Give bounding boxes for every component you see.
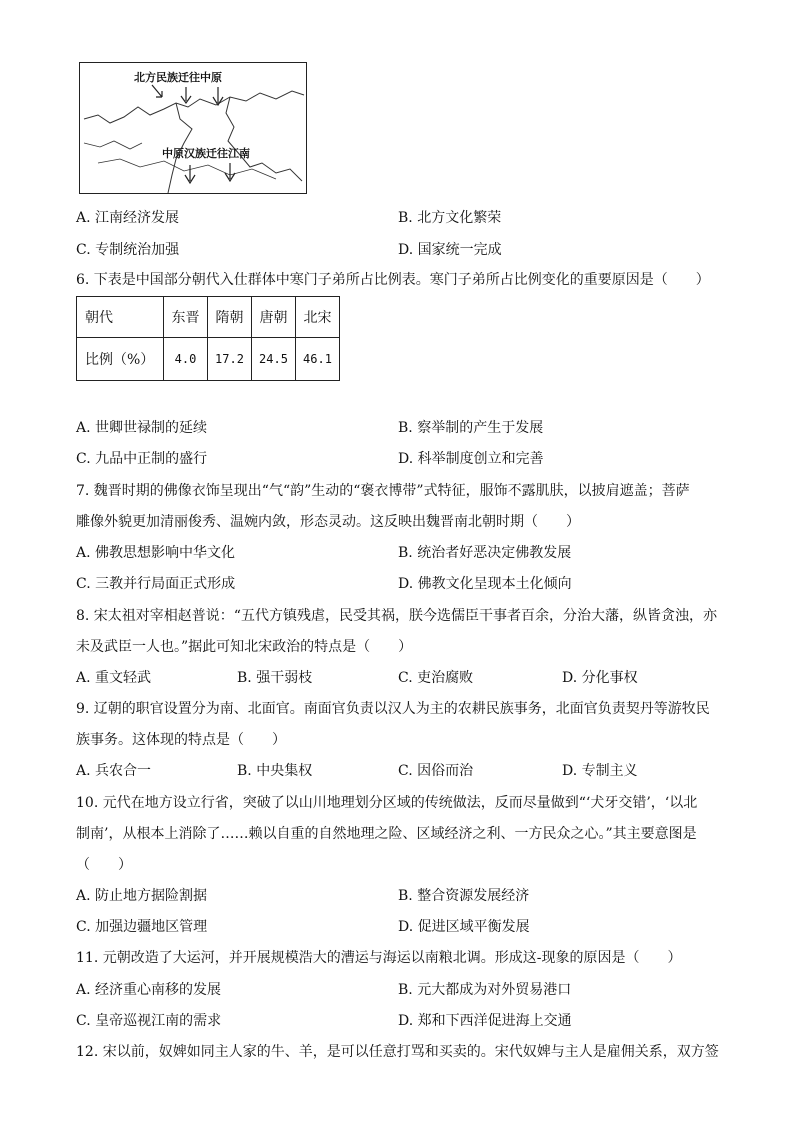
table-cell: 24.5	[252, 338, 296, 381]
table-header-cell: 东晋	[164, 297, 208, 338]
table-cell: 4.0	[164, 338, 208, 381]
q5-option-d: D. 国家统一完成	[398, 242, 502, 258]
q10-option-a: A. 防止地方据险割据	[76, 888, 208, 904]
table-cell: 比例（%）	[77, 338, 164, 381]
q6-option-a: A. 世卿世禄制的延续	[76, 420, 208, 436]
table-header-cell: 隋朝	[208, 297, 252, 338]
q11-stem: 11. 元朝改造了大运河，并开展规模浩大的漕运与海运以南粮北调。形成这-现象的原因是（ ）	[76, 950, 682, 966]
q6-option-c: C. 九品中正制的盛行	[76, 451, 208, 467]
migration-map	[79, 62, 307, 194]
q5-option-a: A. 江南经济发展	[76, 210, 180, 226]
table-header-cell: 朝代	[77, 297, 164, 338]
q11-option-d: D. 郑和下西洋促进海上交通	[398, 1013, 572, 1029]
q8-option-c: C. 吏治腐败	[398, 670, 474, 686]
q10-option-b: B. 整合资源发展经济	[398, 888, 530, 904]
q12-stem-line1: 12. 宋以前，奴婢如同主人家的牛、羊，是可以任意打骂和买卖的。宋代奴婢与主人是雇佣关系，双方签	[76, 1044, 719, 1060]
q9-option-b: B. 中央集权	[237, 763, 313, 779]
q11-option-b: B. 元大都成为对外贸易港口	[398, 982, 572, 998]
map-label-north: 北方民族迁往中原	[134, 71, 222, 84]
q10-option-c: C. 加强边疆地区管理	[76, 919, 208, 935]
q7-option-b: B. 统治者好恶决定佛教发展	[398, 545, 572, 561]
q7-option-d: D. 佛教文化呈现本土化倾向	[398, 576, 572, 592]
q7-stem-line2: 雕像外貌更加清丽俊秀、温婉内敛，形态灵动。这反映出魏晋南北朝时期（ ）	[76, 514, 580, 530]
q6-option-b: B. 察举制的产生于发展	[398, 420, 544, 436]
table-cell: 17.2	[208, 338, 252, 381]
table-cell: 46.1	[296, 338, 340, 381]
q9-option-a: A. 兵农合一	[76, 763, 152, 779]
table-header-cell: 唐朝	[252, 297, 296, 338]
q9-option-d: D. 专制主义	[562, 763, 638, 779]
q11-option-c: C. 皇帝巡视江南的需求	[76, 1013, 222, 1029]
q8-option-a: A. 重文轻武	[76, 670, 152, 686]
q10-option-d: D. 促进区域平衡发展	[398, 919, 530, 935]
q6-option-d: D. 科举制度创立和完善	[398, 451, 544, 467]
table-header-cell: 北宋	[296, 297, 340, 338]
q10-stem-line2: 制南’，从根本上消除了……赖以自重的自然地理之险、区域经济之利、一方民众之心。”其主要意图是	[76, 826, 697, 842]
map-label-south: 中原汉族迁往江南	[162, 147, 250, 160]
q9-option-c: C. 因俗而治	[398, 763, 474, 779]
q8-option-b: B. 强干弱枝	[237, 670, 313, 686]
q7-option-c: C. 三教并行局面正式形成	[76, 576, 236, 592]
q7-stem-line1: 7. 魏晋时期的佛像衣饰呈现出“气“韵”生动的“褒衣博带”式特征，服饰不露肌肤，以披肩遮盖；菩萨	[76, 483, 690, 499]
q6-stem: 6. 下表是中国部分朝代入仕群体中寒门子弟所占比例表。寒门子弟所占比例变化的重要原因是（ ）	[76, 272, 710, 288]
q9-stem-line2: 族事务。这体现的特点是（ ）	[76, 732, 286, 748]
q8-stem-line2: 未及武臣一人也。”据此可知北宋政治的特点是（ ）	[76, 639, 413, 655]
q7-option-a: A. 佛教思想影响中华文化	[76, 545, 236, 561]
q9-stem-line1: 9. 辽朝的职官设置分为南、北面官。南面官负责以汉人为主的农耕民族事务，北面官负责契丹等游牧民	[76, 701, 710, 717]
q8-stem-line1: 8. 宋太祖对宰相赵普说：“五代方镇残虐，民受其祸，朕今选儒臣干事者百余，分治大藩，纵皆贪浊，亦	[76, 608, 717, 624]
arrow-down-icon	[152, 85, 223, 105]
q8-option-d: D. 分化事权	[562, 670, 638, 686]
q5-option-b: B. 北方文化繁荣	[398, 210, 502, 226]
q10-stem-line3: （ ）	[76, 857, 132, 873]
q6-table	[76, 296, 340, 381]
q5-option-c: C. 专制统治加强	[76, 242, 180, 258]
q10-stem-line1: 10. 元代在地方设立行省，突破了以山川地理划分区域的传统做法，反而尽量做到“‘犬牙交错’，‘以北	[76, 795, 698, 811]
q11-option-a: A. 经济重心南移的发展	[76, 982, 222, 998]
